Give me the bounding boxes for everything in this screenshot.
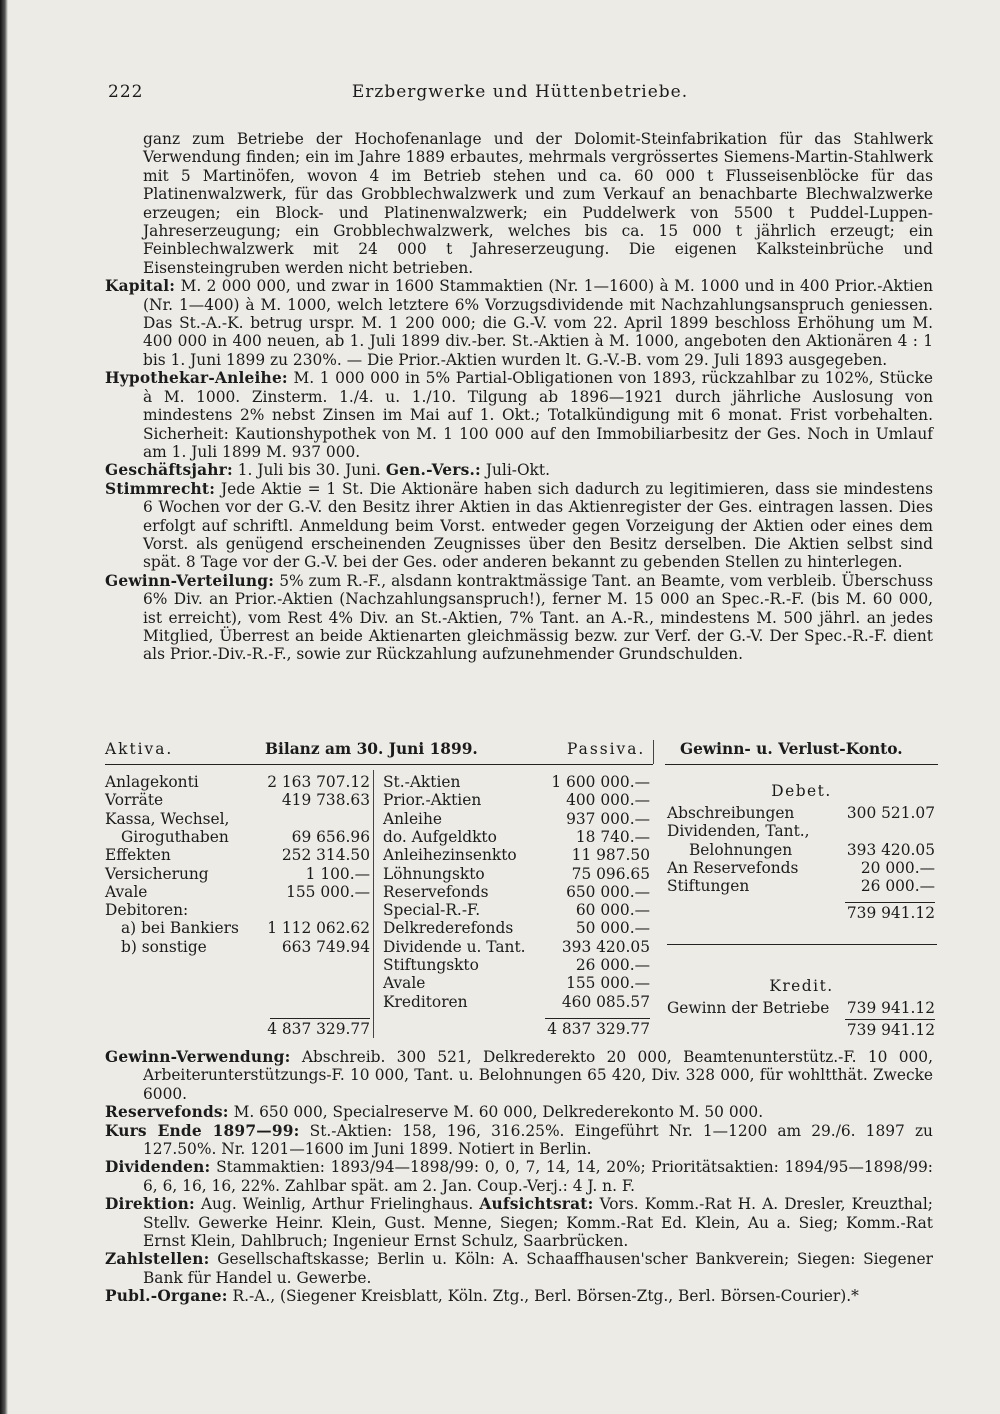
guv-title: Gewinn- u. Verlust-Konto.	[680, 740, 903, 758]
direktion-label: Direktion:	[105, 1195, 195, 1214]
aktiva-row-value: 1 112 062.62	[267, 919, 370, 938]
aktiva-row-value: 155 000.—	[286, 882, 370, 901]
passiva-guv-divider	[653, 740, 654, 764]
passiva-row-value: 60 000.—	[575, 901, 650, 920]
hypothekar-entry	[105, 369, 933, 461]
aktiva-row-label: Versicherung	[105, 864, 209, 883]
balance-top-rule	[105, 764, 653, 765]
debet-sum-rule	[845, 902, 935, 903]
aufsichtsrat-label: Aufsichtsrat:	[479, 1195, 594, 1214]
hypothekar-label: Hypothekar-Anleihe:	[105, 369, 288, 388]
debet-row-label: Dividenden, Tant.,	[667, 822, 810, 841]
passiva-row-value: 75 096.65	[571, 864, 650, 883]
zahlstellen-text: Gesellschaftskasse; Berlin u. Köln: A. Schaaffhausen'scher Bankverein; Siegen: Siegener Bank für Handel u. Gewerbe.	[143, 1250, 933, 1287]
passiva-row-value: 155 000.—	[566, 974, 650, 993]
verwendung-label: Gewinn-Verwendung:	[105, 1048, 291, 1066]
aktiva-row-label: b) sonstige	[121, 937, 207, 956]
debet-total: 739 941.12	[846, 904, 935, 922]
aktiva-row-label: Anlagekonti	[105, 773, 199, 791]
passiva-row-label: St.-Aktien	[383, 773, 461, 791]
publ-entry	[105, 1287, 933, 1305]
zahlstellen-label: Zahlstellen:	[105, 1250, 210, 1269]
debet-row-label: Stiftungen	[667, 877, 750, 896]
passiva-row-label: Löhnungskto	[383, 864, 485, 883]
publ-label: Publ.-Organe:	[105, 1287, 228, 1306]
debet-row-value: 393 420.05	[846, 840, 935, 859]
aktiva-row-label: Effekten	[105, 846, 171, 865]
aktiva-sum-rule	[270, 1018, 370, 1019]
intro-paragraph: ganz zum Betriebe der Hochofenanlage und der Dolomit-Steinfabrikation für das Stahlwerk Verwendung finden; ein im Jahre 1889 erbautes, mehrmals vergrössertes Siemens-Martin-Stahlwerk mit 5 Martinöfen, wovon 4 im Betrieb stehen und ca. 60 000 t Flusseisenblöcke für das Platinenwalzwerk, für das Grobblechwalzwerk und zum Verkauf an benachbarte Blechwalzwerke erzeugen; ein Block- und Platinenwalzwerk; ein Puddelwerk von 5500 t Puddel-Luppen-Jahreserzeugung; ein Grobblechwalzwerk, welches bis ca. 15 000 t jährlich erzeugt; ein Feinblechwalzwerk mit 24 000 t Jahreserzeugung. Die eigenen Kalksteinbrüche und Eisensteingruben werden nicht betrieben.	[143, 130, 933, 277]
passiva-label: Passiva.	[567, 740, 646, 758]
passiva-row-label: Delkrederefonds	[383, 919, 514, 938]
balance-sheet	[105, 740, 938, 1040]
debet-row-value: 20 000.—	[860, 858, 935, 877]
verwendung-text: Abschreib. 300 521, Delkrederekto 20 000, Beamtenunterstütz.-F. 10 000, Arbeiterunterstützungs-F. 10 000, Tant. u. Belohnungen 65 420, Div. 328 000, für wohltthät. Zwecke 6000.	[143, 1048, 933, 1103]
passiva-row-label: Stiftungskto	[383, 956, 479, 974]
passiva-row-value: 26 000.—	[575, 956, 650, 974]
passiva-total: 4 837 329.77	[547, 1020, 650, 1038]
company-description	[105, 130, 933, 664]
passiva-row-value: 18 740.—	[575, 827, 650, 846]
publ-text: R.-A., (Siegener Kreisblatt, Köln. Ztg., Berl. Börsen-Ztg., Berl. Börsen-Courier).*	[232, 1287, 859, 1306]
passiva-row-label: Kreditoren	[383, 992, 468, 1011]
geschaeftsjahr-label: Geschäftsjahr:	[105, 461, 233, 480]
passiva-row-label: Special-R.-F.	[383, 901, 481, 920]
stimmrecht-text: Jede Aktie = 1 St. Die Aktionäre haben sich dadurch zu legitimieren, dass sie mindestens 6 Wochen vor der G.-V. den Besitz ihrer Aktien in das Aktienregister der Ges. eintragen lassen. Dies erfolgt auf schriftl. Anmeldung beim Vorst. entweder gegen Vorzeigung der Aktien oder eines dem Vorst. als genügend erscheinenden Zeugnisses über den Besitz derselben. Die Aktien selbst sind spät. 8 Tage vor der G.-V. bei der Ges. oder anderen bekannt zu gebenden Stellen zu hinterlegen.	[143, 479, 933, 572]
aktiva-row-value: 2 163 707.12	[267, 773, 370, 791]
page-header	[108, 82, 932, 112]
reservefonds-label: Reservefonds:	[105, 1103, 229, 1122]
aktiva-row-value: 663 749.94	[281, 937, 370, 956]
passiva-row-value: 650 000.—	[566, 882, 650, 901]
aktiva-row-label: Vorräte	[105, 791, 164, 810]
aktiva-row-value: 69 656.96	[291, 827, 370, 846]
debet-row-value: 26 000.—	[860, 877, 935, 896]
debet-row-label: Abschreibungen	[667, 804, 795, 822]
aktiva-total: 4 837 329.77	[267, 1020, 370, 1038]
balance-title: Bilanz am 30. Juni 1899.	[265, 740, 478, 758]
aktiva-label: Aktiva.	[105, 740, 174, 758]
direktion-text: Aug. Weinlig, Arthur Frielinghaus.	[200, 1195, 474, 1214]
aktiva-passiva-divider	[373, 770, 374, 1038]
kurs-entry	[105, 1122, 933, 1159]
kurs-label: Kurs Ende 1897—99:	[105, 1121, 300, 1140]
aktiva-row-label: Kassa, Wechsel,	[105, 809, 230, 828]
passiva-row-label: Anleihezinsenkto	[383, 846, 517, 865]
aktiva-row-value: 252 314.50	[281, 846, 370, 865]
passiva-row-label: do. Aufgeldkto	[383, 827, 497, 846]
passiva-row-label: Avale	[383, 974, 426, 993]
aktiva-row-label: Giroguthaben	[121, 827, 229, 846]
verwendung-entry	[105, 1048, 933, 1103]
passiva-row-value: 11 987.50	[571, 846, 650, 865]
stimmrecht-entry	[105, 480, 933, 572]
debet-label: Debet.	[771, 782, 832, 800]
passiva-row-label: Reservefonds	[383, 882, 489, 901]
guv-mid-rule	[667, 944, 937, 945]
aktiva-row-label: Avale	[105, 882, 148, 901]
passiva-row-label: Prior.-Aktien	[383, 791, 482, 810]
kapital-entry	[105, 277, 933, 369]
debet-row-label: Belohnungen	[689, 840, 793, 859]
reservefonds-text: M. 650 000, Specialreserve M. 60 000, Delkrederekonto M. 50 000.	[233, 1103, 764, 1122]
passiva-row-value: 393 420.05	[561, 937, 650, 956]
debet-row-label: An Reservefonds	[667, 858, 799, 877]
dividenden-label: Dividenden:	[105, 1158, 211, 1177]
passiva-sum-rule	[545, 1018, 650, 1019]
aktiva-row-label: Debitoren:	[105, 901, 189, 920]
passiva-row-value: 937 000.—	[566, 809, 650, 828]
passiva-row-value: 400 000.—	[566, 791, 650, 810]
zahlstellen-entry	[105, 1250, 933, 1287]
passiva-row-value: 1 600 000.—	[551, 773, 650, 791]
genvers-label: Gen.-Vers.:	[385, 461, 481, 480]
debet-row-value: 300 521.07	[846, 804, 935, 822]
hypothekar-text: M. 1 000 000 in 5% Partial-Obligationen von 1893, rückzahlbar zu 102%, Stücke à M. 1000. Zinsterm. 1./4. u. 1./10. Tilgung ab 1896—1921 durch jährliche Auslosung von mindestens 2% nebst Zinsen im Mai auf 1. Okt.; Totalkündigung mit 6 monat. Frist vorbehalten. Sicherheit: Kautionshypothek von M. 1 100 000 auf den Immobiliarbesitz der Ges. Noch in Umlauf am 1. Juli 1899 M. 937 000.	[143, 369, 933, 461]
passiva-row-value: 50 000.—	[575, 919, 650, 938]
page-number: 222	[108, 82, 144, 102]
gewinnverteilung-text: 5% zum R.-F., alsdann kontraktmässige Tant. an Beamte, vom verbleib. Überschuss 6% Div. an Prior.-Aktien (Nachzahlungsanspruch!), ferner M. 15 000 an Spec.-R.-F. (bis M. 60 000, ist erreicht), vom Rest 4% Div. an St.-Aktien, 7% Tant. an A.-R., mindestens M. 500 jährl. an jedes Mitglied, Überrest an beide Aktienarten gleichmässig bezw. zur Verf. der G.-V. Der Spec.-R.-F. dient als Prior.-Div.-R.-F., sowie zur Rückzahlung aufzunehmender Grundschulden.	[143, 571, 933, 664]
kredit-row-label: Gewinn der Betriebe	[667, 999, 830, 1017]
aktiva-row-label: a) bei Bankiers	[121, 919, 239, 938]
geschaeftsjahr-entry	[105, 461, 933, 479]
reservefonds-entry	[105, 1103, 933, 1121]
genvers-text: Juli-Okt.	[485, 461, 550, 480]
running-title: Erzbergwerke und Hüttenbetriebe.	[351, 82, 689, 102]
passiva-row-label: Dividende u. Tant.	[383, 937, 526, 956]
stimmrecht-label: Stimmrecht:	[105, 479, 216, 498]
kapital-text: M. 2 000 000, und zwar in 1600 Stammaktien (Nr. 1—1600) à M. 1000 und in 400 Prior.-Aktien (Nr. 1—400) à M. 1000, welch letztere 6% Vorzugsdividende mit Nachzahlungsanspruch geniessen. Das St.-A.-K. betrug urspr. M. 1 200 000; die G.-V. vom 22. April 1899 beschloss Erhöhung um M. 400 000 in 400 neuen, ab 1. Juli 1899 div.-ber. St.-Aktien à M. 1000, angeboten den Aktionären 4 : 1 bis 1. Juni 1899 zu 230%. — Die Prior.-Aktien wurden lt. G.-V.-B. vom 29. Juli 1893 ausgegeben.	[143, 277, 933, 369]
kredit-sum-rule	[845, 1019, 935, 1020]
aktiva-row-value: 1 100.—	[305, 864, 370, 883]
kredit-total: 739 941.12	[846, 1021, 935, 1039]
kapital-label: Kapital:	[105, 277, 176, 296]
aufsichtsrat-text: Vors. Komm.-Rat H. A. Dresler, Kreuzthal; Stellv. Gewerke Heinr. Klein, Gust. Menne, Siegen; Komm.-Rat Ed. Klein, Au a. Sieg; Komm.-Rat Ernst Klein, Dahlbruch; Ingenieur Ernst Schulz, Saarbrücken.	[143, 1195, 933, 1251]
passiva-row-value: 460 085.57	[561, 992, 650, 1011]
gewinnverteilung-entry	[105, 572, 933, 664]
dividenden-text: Stammaktien: 1893/94—1898/99: 0, 0, 7, 14, 14, 20%; Prioritätsaktien: 1894/95—1898/99: 6, 6, 16, 16, 22%. Zahlbar spät. am 2. Jan. Coup.-Verj.: 4 J. n. F.	[143, 1158, 933, 1195]
kredit-label: Kredit.	[769, 977, 834, 995]
kredit-row-value: 739 941.12	[846, 999, 935, 1017]
gewinnverteilung-label: Gewinn-Verteilung:	[105, 571, 275, 590]
aktiva-row-value: 419 738.63	[281, 791, 370, 810]
passiva-row-label: Anleihe	[383, 809, 442, 828]
guv-top-rule	[665, 764, 938, 765]
dividenden-entry	[105, 1158, 933, 1195]
direktion-entry	[105, 1195, 933, 1250]
kurs-text: St.-Aktien: 158, 196, 316.25%. Eingeführt Nr. 1—1200 am 29./6. 1897 zu 127.50%. Nr. 1201—1600 im Juni 1899. Notiert in Berlin.	[143, 1121, 933, 1159]
company-details	[105, 1048, 933, 1306]
geschaeftsjahr-text: 1. Juli bis 30. Juni.	[237, 461, 381, 480]
